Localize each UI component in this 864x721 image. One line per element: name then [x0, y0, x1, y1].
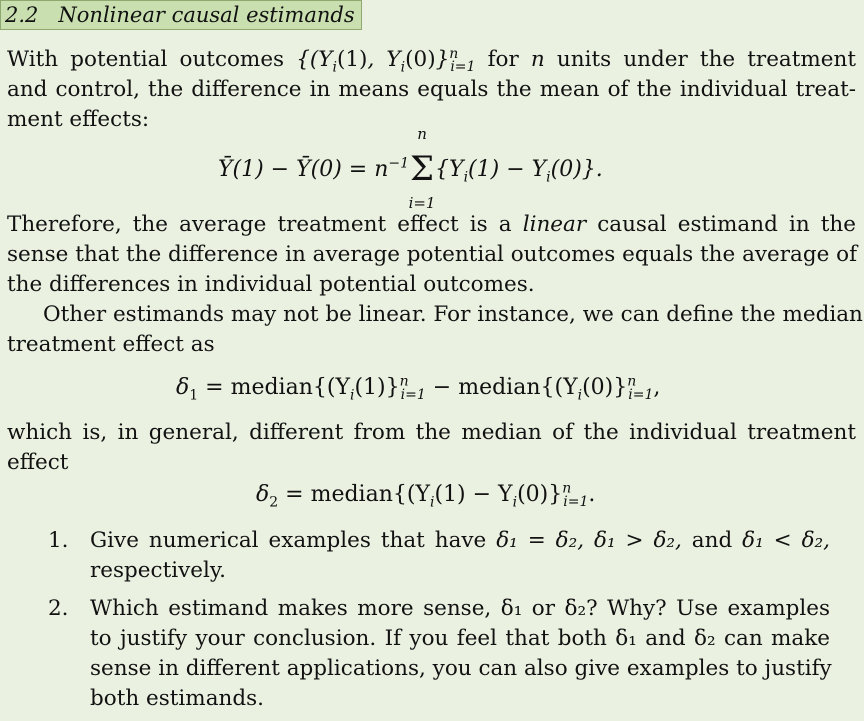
list-item-2-line2: to justify your conclusion. If you feel that both δ₁ and δ₂ can make — [90, 626, 830, 651]
section-number: 2.2 — [5, 3, 39, 27]
inequality-math: δ₁ < δ₂, — [742, 528, 830, 553]
sum-lower: i=1 — [408, 194, 436, 212]
eq1-rhs-rest: (1) − Y — [468, 157, 547, 182]
delta-symbol: δ — [256, 482, 270, 507]
equation-delta1: $\delta_1$ = $median\{(Y_i(1)\}^n_{i=1}$ − $median\{(Y_i(0)\}^n_{i=1}$, — [176, 373, 661, 404]
para4-line1: which is, in general, different from the median of the individual treatment — [7, 420, 856, 445]
text: causal estimand in the — [586, 212, 856, 237]
para1-line3: ment effects: — [7, 107, 150, 132]
delta-subscript: 2 — [269, 494, 279, 511]
eq2-part: − median{(Y — [425, 375, 578, 400]
para2-line3: the differences in individual potential outcomes. — [7, 272, 535, 297]
eq3-part: (1) − Y — [434, 482, 513, 507]
delta-subscript: 1 — [189, 387, 199, 404]
text: for — [475, 47, 531, 72]
eq1-exponent: −1 — [388, 155, 410, 172]
eq3-part: (0)} — [517, 482, 563, 507]
section-heading — [0, 0, 362, 30]
section-title: Nonlinear causal estimands — [58, 3, 355, 27]
list-item-1-line2: respectively. — [90, 558, 226, 583]
eq1-lhs: Ȳ(1) − Ȳ(0) = n — [218, 157, 389, 182]
text: and — [681, 528, 743, 553]
eq3-end: . — [588, 482, 596, 507]
emphasis-linear: linear — [522, 212, 587, 237]
para4-line2: effect — [7, 450, 69, 475]
para3-line2: treatment effect as — [7, 332, 215, 357]
para1-line2: and control, the difference in means equals the mean of the individual treat- — [7, 77, 856, 102]
equation-difference-in-means: Ȳ(1) − Ȳ(0) = $n^{-1}$ n Σ i=1 $\{Y_i(1) - Y_i(0)\}$. — [218, 125, 603, 212]
para1-line1 — [7, 45, 856, 75]
para2-line1 — [7, 210, 856, 240]
inequality-math: δ₁ = δ₂, δ₁ > δ₂, — [496, 528, 682, 553]
eq2-part: (1)} — [354, 375, 400, 400]
text: units under the treatment — [544, 47, 856, 72]
eq2-part: = median{(Y — [198, 375, 350, 400]
equation-delta2: $\delta_2$ = $median\{(Y_i(1) - Y_i(0)\}^n_{i=1}$. — [256, 480, 596, 511]
para2-line2: sense that the difference in average potential outcomes equals the average of — [7, 242, 858, 267]
list-item-1-line1 — [90, 526, 830, 556]
list-item-2-line1: Which estimand makes more sense, δ₁ or δ₂? Why? Use examples — [90, 596, 830, 621]
delta-symbol: δ — [176, 375, 190, 400]
text: With potential outcomes — [7, 47, 297, 72]
eq2-part: (0)} — [582, 375, 628, 400]
eq2-end: , — [653, 375, 661, 400]
text: Therefore, the average treatment effect is a — [7, 212, 523, 237]
para3-line1: Other estimands may not be linear. For instance, we can define the median — [43, 302, 863, 327]
sum-upper: n — [417, 125, 427, 143]
list-item-2-line4: both estimands. — [90, 686, 264, 711]
sum-symbol: n Σ i=1 — [409, 150, 435, 185]
math-n: n — [530, 47, 545, 72]
eq1-rhs-end: (0)}. — [550, 157, 603, 182]
potential-outcomes-set: {($Y_i(1)$, $Y_i(0)\}^n_{i=1}$ — [296, 45, 476, 76]
list-item-number: 2. — [48, 596, 69, 621]
eq1-rhs: {Y — [435, 157, 464, 182]
list-item-2-line3: sense in different applications, you can also give examples to justify — [90, 656, 832, 681]
text: Give numerical examples that have — [90, 528, 497, 553]
eq3-part: = median{(Y — [278, 482, 430, 507]
list-item-number: 1. — [48, 528, 69, 553]
